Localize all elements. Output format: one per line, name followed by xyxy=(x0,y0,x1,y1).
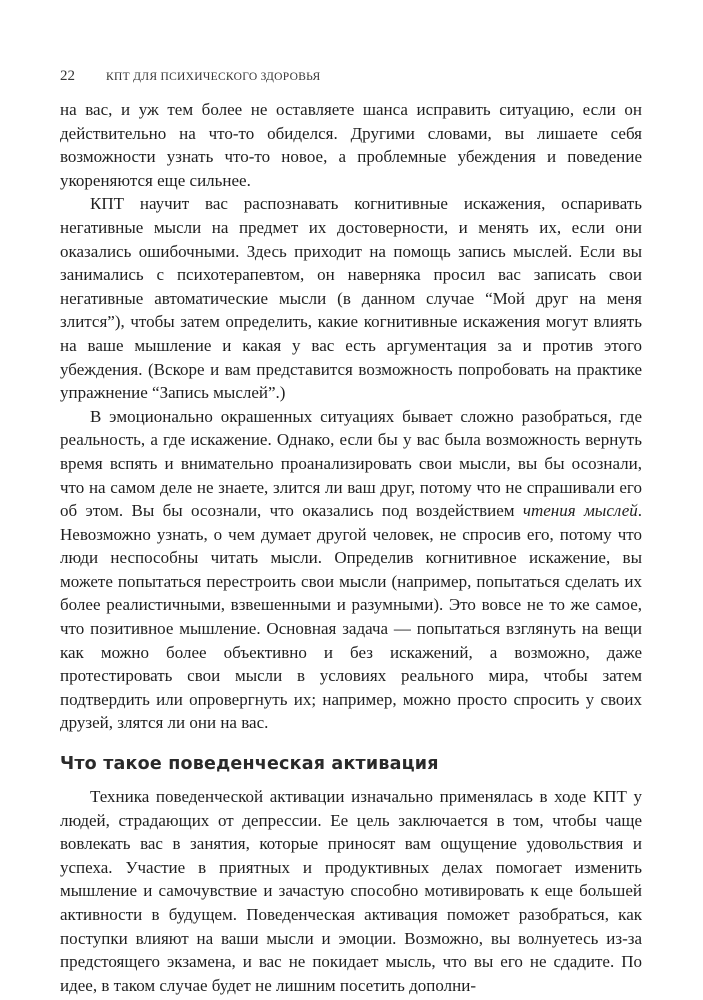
paragraph-continued: на вас, и уж тем более не оставляете шанса исправить ситуацию, если он действительно на что-то обиделся. Другими словами, вы лишаете себя возможности узнать что-то новое, а проблемные убеждения и поведение укореняются еще сильнее. xyxy=(60,100,642,190)
page-number: 22 xyxy=(60,68,75,84)
body-text xyxy=(60,98,642,997)
paragraph-text: . Невозможно узнать, о чем думает другой человек, не спросив его, потому что люди неспособны читать мысли. Определив когнитивное искажение, вы можете попытаться перестроить свои мысли (например, попытаться сделать их более реалистичными, взвешенными и разумными). Это вовсе не то же самое, что позитивное мышление. Основная задача — попытаться взглянуть на вещи как можно более объективно и без искажений, а возможно, даже протестировать свои мысли в условиях реального мира, чтобы затем подтвердить или опровергнуть их; например, можно просто спросить у своих друзей, злятся ли они на вас. xyxy=(60,501,643,733)
italic-term: чтения мыслей xyxy=(522,501,638,521)
paragraph-text: В эмоционально окрашенных ситуациях бывает сложно разобраться, где реальность, а где искажение. Однако, если бы у вас была возможность вернуть время вспять и внимательно проанализировать свои мысли, вы бы осознали, что на самом деле не знаете, злится ли ваш друг, потому что не спрашивали его об этом. Вы бы осознали, что оказались под воздействием xyxy=(60,406,642,521)
running-head xyxy=(60,68,640,88)
paragraph-emotional-situations xyxy=(60,405,642,735)
paragraph-cbt-distortions: КПТ научит вас распознавать когнитивные искажения, оспаривать негативные мысли на предмет их достоверности, и менять их, если они оказались ошибочными. Здесь приходит на помощь запись мыслей. Если вы занимались с психотерапевтом, он наверняка просил вас записать свои негативные автоматические мысли (в данном случае “Мой друг на меня злится”), чтобы затем определить, какие когнитивные искажения могут влиять на ваше мышление и какая у вас есть аргументация за и против этого убеждения. (Вскоре и вам представится возможность попробовать на практике упражнение “Запись мыслей”.) xyxy=(60,194,642,403)
running-title: КПТ ДЛЯ ПСИХИЧЕСКОГО ЗДОРОВЬЯ xyxy=(106,71,321,83)
section-heading: Что такое поведенческая активация xyxy=(60,754,439,775)
paragraph-behavioral-activation: Техника поведенческой активации изначально применялась в ходе КПТ у людей, страдающих от депрессии. Ее цель заключается в том, чтобы чаще вовлекать вас в занятия, которые приносят вам ощущение удовольствия и успеха. Участие в приятных и продуктивных делах помогает изменить мышление и самочувствие и зачастую способно мотивировать к еще большей активности в будущем. Поведенческая активация поможет разобраться, как поступки влияют на ваши мысли и эмоции. Возможно, вы волнуетесь из-за предстоящего экзамена, и вас не покидает мысль, что вы его не сдадите. По идее, в таком случае будет не лишним посетить дополни- xyxy=(60,787,642,995)
